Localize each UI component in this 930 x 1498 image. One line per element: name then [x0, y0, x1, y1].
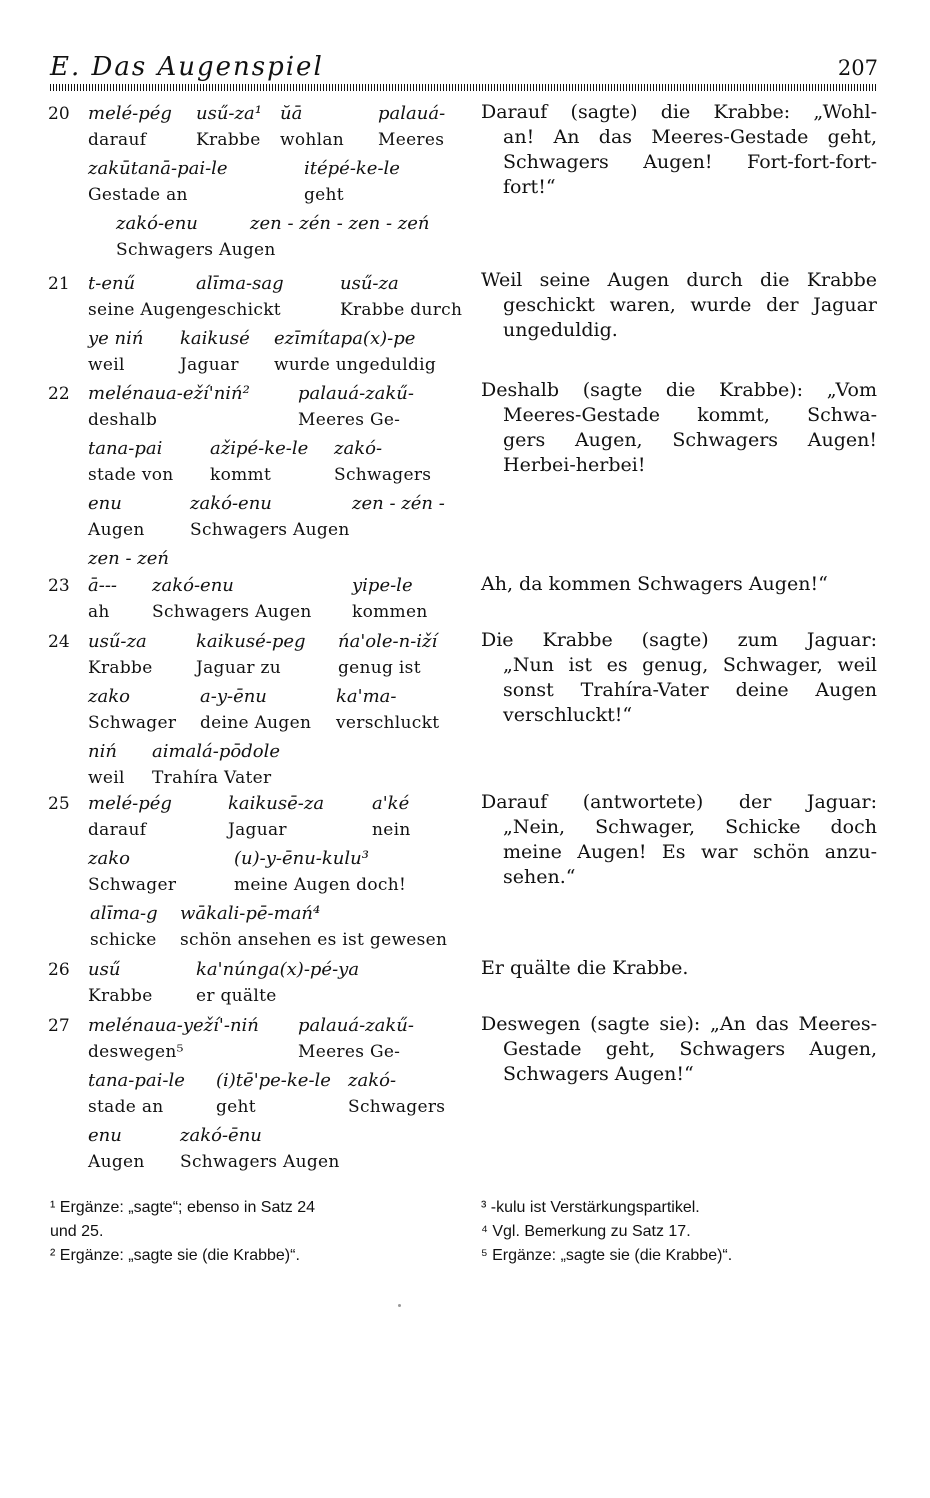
gloss-word — [352, 517, 445, 544]
gloss-word: darauf — [88, 820, 147, 840]
gloss-word: geht — [216, 1097, 256, 1117]
header-rule — [50, 84, 876, 91]
translation-line: sonst Trahíra-Vater deine Augen — [503, 679, 877, 701]
source-word: aimalá-pōdole — [152, 741, 280, 762]
word-gloss-pair — [88, 956, 153, 1010]
gloss-word: darauf — [88, 130, 147, 150]
word-gloss-pair — [216, 1067, 331, 1121]
word-gloss-pair — [88, 270, 197, 324]
word-gloss-pair — [88, 325, 144, 379]
footnote-line: ⁵ Ergänze: „sagte sie (die Krabbe)“. — [481, 1247, 733, 1264]
interlinear-row — [48, 956, 468, 1011]
sentence-number: 25 — [48, 794, 70, 814]
gloss-word: kommt — [210, 465, 272, 485]
interlinear-row — [48, 490, 468, 545]
chapter-title: E. Das Augenspiel — [50, 52, 324, 82]
page-number: 207 — [837, 56, 878, 80]
gloss-word: Gestade an — [88, 185, 188, 205]
gloss-word: Schwagers Augen — [152, 602, 312, 622]
word-gloss-pair — [274, 325, 436, 379]
gloss-word: deshalb — [88, 410, 158, 430]
translation-paragraph — [481, 268, 877, 343]
word-gloss-pair — [298, 1012, 414, 1066]
word-gloss-pair — [88, 155, 228, 209]
gloss-word: Schwagers — [348, 1097, 446, 1117]
translation-line: Deswegen (sagte sie): „An das Meeres- — [481, 1013, 877, 1035]
interlinear-row — [48, 435, 468, 490]
gloss-word: stade von — [88, 465, 174, 485]
translation-paragraph — [481, 790, 877, 890]
translation-paragraph — [481, 378, 877, 478]
translation-line: sehen.“ — [503, 866, 576, 888]
source-word: zakó-enu — [152, 575, 234, 596]
interlinear-row — [48, 100, 468, 155]
source-word: melénaua-yeží'-niń — [88, 1015, 259, 1036]
word-gloss-pair — [250, 210, 430, 264]
word-gloss-pair — [88, 683, 176, 737]
translation-line: „Nun ist es genug, Schwager, weil — [503, 654, 877, 676]
word-gloss-pair — [88, 845, 176, 899]
source-word: usű-za — [88, 631, 147, 652]
source-word: melénaua-eží'niń² — [88, 383, 250, 404]
translation-line: ungeduldig. — [503, 319, 618, 341]
gloss-word: seine Augen — [88, 300, 198, 320]
translation-line: Deshalb (sagte die Krabbe): „Vom — [481, 379, 877, 401]
gloss-word: Meeres Ge- — [298, 410, 401, 430]
source-word: zakó-enu — [116, 213, 198, 234]
gloss-word: Meeres Ge- — [298, 1042, 401, 1062]
gloss-word: Schwagers — [334, 465, 432, 485]
interlinear-row — [48, 1012, 468, 1067]
gloss-word: wurde ungeduldig — [274, 355, 437, 375]
gloss-word: kommen — [352, 602, 428, 622]
source-word: zakó-ēnu — [180, 1125, 262, 1146]
gloss-word: er quälte — [196, 986, 277, 1006]
sentence-number: 26 — [48, 960, 70, 980]
translation-paragraph — [481, 956, 877, 981]
word-gloss-pair — [196, 628, 306, 682]
sentence-number: 21 — [48, 274, 70, 294]
word-gloss-pair — [88, 628, 153, 682]
translation-line: an! An das Meeres-Gestade geht, — [503, 126, 877, 148]
gloss-word: verschluckt — [336, 713, 440, 733]
source-word: ka'núnga(x)-pé-ya — [196, 959, 360, 980]
gloss-word: Jaguar — [180, 355, 239, 375]
source-word: kaikusé-peg — [196, 631, 306, 652]
word-gloss-pair — [88, 738, 125, 792]
interlinear-row — [48, 1122, 468, 1177]
gloss-word: geht — [304, 185, 344, 205]
footnote-line: ⁴ Vgl. Bemerkung zu Satz 17. — [481, 1223, 691, 1240]
word-gloss-pair — [352, 572, 428, 626]
word-gloss-pair — [228, 790, 324, 844]
source-word: zakó-enu — [190, 493, 272, 514]
word-gloss-pair — [196, 100, 262, 154]
interlinear-row — [48, 572, 468, 627]
interlinear-row — [48, 738, 468, 793]
gloss-word: Krabbe — [88, 986, 153, 1006]
word-gloss-pair — [88, 1067, 185, 1121]
interlinear-row — [48, 790, 468, 845]
translation-line: Die Krabbe (sagte) zum Jaguar: — [481, 629, 877, 651]
source-word: t-enű — [88, 273, 136, 294]
source-word: alīma-g — [90, 903, 158, 924]
source-word: ezīmítapa(x)-pe — [274, 328, 416, 349]
gloss-word — [250, 237, 430, 264]
translation-line: Weil seine Augen durch die Krabbe — [481, 269, 877, 291]
footnotes-left — [50, 1196, 450, 1268]
word-gloss-pair — [378, 100, 445, 154]
page-speck — [398, 1304, 401, 1307]
gloss-word: stade an — [88, 1097, 164, 1117]
footnote-line: ² Ergänze: „sagte sie (die Krabbe)“. — [50, 1247, 300, 1264]
source-word: zen - zén - zen - zeń — [250, 213, 430, 234]
source-word: (i)tē'pe-ke-le — [216, 1070, 331, 1091]
word-gloss-pair — [88, 790, 172, 844]
gloss-word: Augen — [88, 1152, 145, 1172]
word-gloss-pair — [180, 1122, 340, 1176]
word-gloss-pair — [88, 100, 172, 154]
source-word: a'ké — [372, 793, 410, 814]
interlinear-row — [48, 900, 468, 955]
word-gloss-pair — [352, 490, 445, 544]
source-word: palauá-zakű- — [298, 383, 414, 404]
sentence-number: 22 — [48, 384, 70, 404]
translation-line: Herbei-herbei! — [503, 454, 646, 476]
interlinear-row — [48, 628, 468, 683]
source-word: zakó- — [334, 438, 383, 459]
word-gloss-pair — [88, 380, 250, 434]
source-word: zako — [88, 848, 130, 869]
word-gloss-pair — [152, 572, 312, 626]
word-gloss-pair — [304, 155, 400, 209]
gloss-word: Schwagers Augen — [180, 1152, 340, 1172]
gloss-word: weil — [88, 768, 125, 788]
sentence-number: 23 — [48, 576, 70, 596]
gloss-word: Krabbe durch — [340, 300, 463, 320]
gloss-word: Schwagers Augen — [116, 240, 276, 260]
translation-line: „Nein, Schwager, Schicke doch — [503, 816, 877, 838]
source-word: zen - zén - — [352, 493, 445, 514]
word-gloss-pair — [88, 490, 145, 544]
word-gloss-pair — [190, 490, 350, 544]
footnote-line: ¹ Ergänze: „sagte“; ebenso in Satz 24 — [50, 1199, 316, 1216]
word-gloss-pair — [210, 435, 308, 489]
translation-line: geschickt waren, wurde der Jaguar — [503, 294, 877, 316]
translation-line: Er quälte die Krabbe. — [481, 957, 689, 979]
source-word: palauá- — [378, 103, 446, 124]
translation-line: verschluckt!“ — [503, 704, 633, 726]
word-gloss-pair — [180, 325, 250, 379]
source-word: tana-pai-le — [88, 1070, 185, 1091]
footnotes-right — [481, 1196, 881, 1268]
gloss-word: schicke — [90, 930, 157, 950]
gloss-word: wohlan — [280, 130, 345, 150]
word-gloss-pair — [152, 738, 280, 792]
source-word: usű-za¹ — [196, 103, 262, 124]
source-word: a-y-ēnu — [200, 686, 267, 707]
translation-line: fort!“ — [503, 176, 556, 198]
gloss-word: Schwager — [88, 713, 177, 733]
word-gloss-pair — [298, 380, 414, 434]
translation-paragraph — [481, 100, 877, 200]
interlinear-row — [48, 683, 468, 738]
interlinear-row — [48, 845, 468, 900]
gloss-word: Krabbe — [196, 130, 261, 150]
word-gloss-pair — [340, 270, 462, 324]
source-word: usű — [88, 959, 121, 980]
gloss-word: nein — [372, 820, 411, 840]
translation-paragraph — [481, 628, 877, 728]
translation-line: meine Augen! Es war schön anzu- — [503, 841, 877, 863]
source-word: itépé-ke-le — [304, 158, 400, 179]
source-word: ńa'ole-n-iží — [338, 631, 438, 652]
gloss-word: schön ansehen es ist gewesen — [180, 930, 448, 950]
word-gloss-pair — [200, 683, 311, 737]
source-word: enu — [88, 1125, 122, 1146]
word-gloss-pair — [336, 683, 439, 737]
sentence-number: 20 — [48, 104, 70, 124]
source-word: melé-pég — [88, 103, 172, 124]
source-word: ye niń — [88, 328, 144, 349]
source-word: ažipé-ke-le — [210, 438, 309, 459]
translation-line: Ah, da kommen Schwagers Augen!“ — [481, 573, 828, 595]
footnote-line: und 25. — [50, 1223, 104, 1240]
interlinear-row — [48, 1067, 468, 1122]
word-gloss-pair — [88, 435, 174, 489]
gloss-word: Krabbe — [88, 658, 153, 678]
source-word: yipe-le — [352, 575, 413, 596]
source-word: melé-pég — [88, 793, 172, 814]
word-gloss-pair — [280, 100, 344, 154]
word-gloss-pair — [90, 900, 158, 954]
translation-paragraph — [481, 1012, 877, 1087]
footnote-line: ³ -kulu ist Verstärkungspartikel. — [481, 1199, 700, 1216]
translation-line: Schwagers Augen!“ — [503, 1063, 694, 1085]
interlinear-row — [48, 210, 468, 265]
gloss-word: Trahíra Vater — [152, 768, 272, 788]
source-word: alīma-sag — [196, 273, 284, 294]
word-gloss-pair — [338, 628, 437, 682]
interlinear-row — [48, 380, 468, 435]
source-word: tana-pai — [88, 438, 163, 459]
word-gloss-pair — [180, 900, 447, 954]
source-word: wākali-pē-mań⁴ — [180, 903, 321, 924]
source-word: ŭā — [280, 103, 303, 124]
gloss-word: deswegen⁵ — [88, 1042, 184, 1062]
gloss-word: geschickt — [196, 300, 281, 320]
source-word: usű-za — [340, 273, 399, 294]
source-word: zakó- — [348, 1070, 397, 1091]
source-word: ka'ma- — [336, 686, 397, 707]
translation-line: Darauf (antwortete) der Jaguar: — [481, 791, 877, 813]
source-word: enu — [88, 493, 122, 514]
word-gloss-pair — [88, 572, 117, 626]
gloss-word: Meeres — [378, 130, 445, 150]
source-word: palauá-zakű- — [298, 1015, 414, 1036]
gloss-word: Jaguar zu — [196, 658, 282, 678]
gloss-word: weil — [88, 355, 125, 375]
source-word: kaikusē-za — [228, 793, 325, 814]
gloss-word: deine Augen — [200, 713, 312, 733]
gloss-word: Schwager — [88, 875, 177, 895]
translation-line: Gestade geht, Schwagers Augen, — [503, 1038, 877, 1060]
word-gloss-pair — [88, 1012, 259, 1066]
word-gloss-pair — [196, 270, 284, 324]
source-word: zen - zeń — [88, 548, 169, 569]
gloss-word: Jaguar — [228, 820, 287, 840]
gloss-word: genug ist — [338, 658, 421, 678]
gloss-word: ah — [88, 602, 110, 622]
sentence-number: 27 — [48, 1016, 70, 1036]
interlinear-row — [48, 270, 468, 325]
source-word: zako — [88, 686, 130, 707]
word-gloss-pair — [88, 1122, 145, 1176]
source-word: niń — [88, 741, 117, 762]
gloss-word: meine Augen doch! — [234, 875, 407, 895]
translation-line: Darauf (sagte) die Krabbe: „Wohl- — [481, 101, 877, 123]
translation-paragraph — [481, 572, 877, 597]
source-word: (u)-y-ēnu-kulu³ — [234, 848, 369, 869]
interlinear-row — [48, 325, 468, 380]
word-gloss-pair — [234, 845, 406, 899]
sentence-number: 24 — [48, 632, 70, 652]
interlinear-row — [48, 155, 468, 210]
translation-line: Schwagers Augen! Fort-fort-fort- — [503, 151, 877, 173]
word-gloss-pair — [348, 1067, 445, 1121]
source-word: ā--- — [88, 575, 117, 596]
translation-line: gers Augen, Schwagers Augen! — [503, 429, 877, 451]
word-gloss-pair — [334, 435, 431, 489]
gloss-word: Augen — [88, 520, 145, 540]
gloss-word: Schwagers Augen — [190, 520, 350, 540]
source-word: kaikusé — [180, 328, 250, 349]
source-word: zakūtanā-pai-le — [88, 158, 228, 179]
translation-line: Meeres-Gestade kommt, Schwa- — [503, 404, 877, 426]
word-gloss-pair — [372, 790, 411, 844]
word-gloss-pair — [196, 956, 359, 1010]
